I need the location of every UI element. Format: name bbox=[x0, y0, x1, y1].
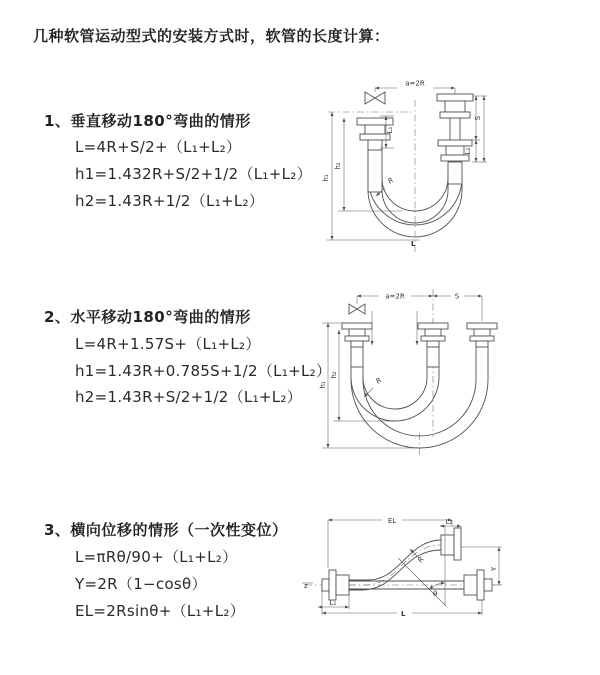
dim-label-a2r: a=2R bbox=[405, 79, 425, 88]
section1-formula-h2: h2=1.43R+1/2（L₁+L₂） bbox=[75, 192, 265, 210]
section2-formula-L: L=4R+1.57S+（L₁+L₂） bbox=[75, 335, 261, 353]
d1-right-fitting bbox=[437, 94, 473, 184]
diagram-lateral-displacement bbox=[300, 495, 600, 655]
section2-formula-h1: h1=1.43R+0.785S+1/2（L₁+L₂） bbox=[75, 362, 332, 380]
d3-labels bbox=[304, 517, 498, 618]
radius-label-r: R bbox=[386, 176, 396, 186]
d2-dimensions bbox=[322, 290, 482, 448]
valve-icon bbox=[349, 304, 365, 314]
section2-formula-h2: h2=1.43R+S/2+1/2（L₁+L₂） bbox=[75, 388, 303, 406]
length-label-l: L bbox=[411, 240, 416, 248]
section3-formula-EL: EL=2Rsinθ+（L₁+L₂） bbox=[75, 602, 246, 620]
d2-fittings bbox=[342, 304, 497, 367]
section1-formula-h1: h1=1.432R+S/2+1/2（L₁+L₂） bbox=[75, 165, 312, 183]
dim-label-h2: h₂ bbox=[334, 162, 342, 170]
dim-label-l1: L₁ bbox=[386, 126, 394, 134]
dim-label-el: EL bbox=[387, 517, 397, 525]
dim-label-y: Y bbox=[490, 566, 498, 572]
section2-heading: 2、水平移动180°弯曲的情形 bbox=[44, 308, 251, 326]
section1-formula-L: L=4R+S/2+（L₁+L₂） bbox=[75, 138, 242, 156]
valve-icon bbox=[365, 92, 385, 104]
dim-label-a2r: a=2R bbox=[385, 292, 405, 301]
d2-hose-arcs bbox=[351, 347, 488, 448]
dim-label-h2: h₂ bbox=[330, 371, 338, 379]
d2-centerlines bbox=[420, 289, 434, 457]
d3-construction bbox=[398, 525, 446, 606]
dim-label-s: S bbox=[474, 115, 482, 121]
dim-label-s: S bbox=[454, 292, 460, 301]
dim-label-l2: L₂ bbox=[464, 147, 472, 155]
section3-formula-Y: Y=2R（1−cosθ） bbox=[75, 575, 207, 593]
dim-label-h1: h₁ bbox=[322, 174, 330, 182]
d1-left-fitting bbox=[357, 92, 393, 192]
dim-label-l2: L₂ bbox=[445, 518, 453, 526]
diagram-vertical-180-bend bbox=[310, 72, 590, 267]
radius-label-r: R bbox=[416, 555, 426, 565]
dim-label-l1: L₁ bbox=[329, 599, 337, 607]
dim-label-h1: h₁ bbox=[319, 381, 327, 389]
diagram-horizontal-180-bend bbox=[315, 285, 600, 465]
radius-label-r: R bbox=[374, 376, 384, 386]
angle-label-theta: θ bbox=[433, 590, 438, 598]
page-title: 几种软管运动型式的安装方式时，软管的长度计算： bbox=[33, 27, 390, 45]
section3-heading: 3、横向位移的情形（一次性变位） bbox=[44, 521, 288, 539]
length-label-l: L bbox=[401, 610, 406, 618]
section1-heading: 1、垂直移动180°弯曲的情形 bbox=[44, 112, 251, 130]
section3-formula-L: L=πRθ/90+（L₁+L₂） bbox=[75, 548, 238, 566]
break-mark-z: z bbox=[304, 582, 308, 590]
